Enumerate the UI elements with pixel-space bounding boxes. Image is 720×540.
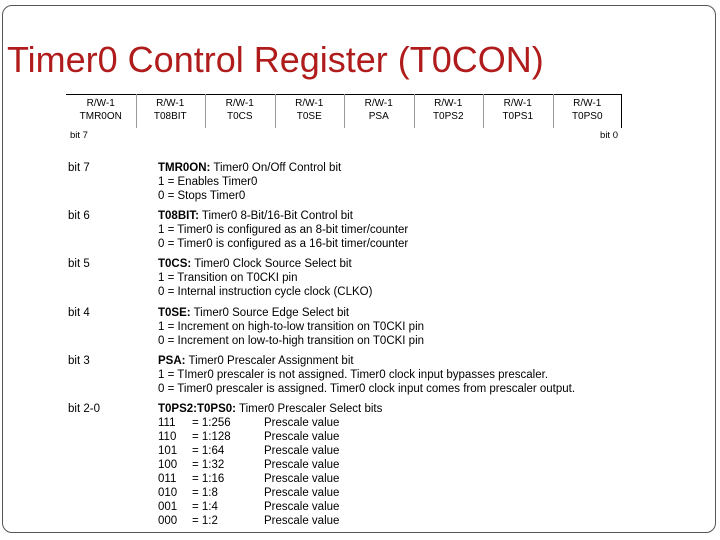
- prescale-code: 101: [158, 445, 178, 457]
- bit-name: TMR0ON: [79, 111, 122, 122]
- field-heading: [158, 402, 628, 416]
- bit-number: bit 5: [68, 258, 90, 270]
- prescale-label: Prescale value: [264, 417, 340, 429]
- prescale-ratio: = 1:256: [192, 417, 231, 429]
- bit-number: bit 4: [68, 307, 90, 319]
- prescale-code: 110: [158, 431, 177, 443]
- prescale-ratio: = 1:2: [192, 515, 218, 527]
- field-value-line: 1 = TImer0 prescaler is not assigned. Timer0 clock input bypasses prescaler.: [158, 369, 549, 381]
- bit-number: bit 7: [68, 162, 90, 174]
- field-title: Timer0 Source Edge Select bit: [190, 307, 350, 319]
- prescale-label: Prescale value: [264, 473, 340, 485]
- field-heading: [158, 161, 628, 175]
- prescale-label: Prescale value: [264, 431, 340, 443]
- register-bit-cell: [483, 97, 553, 123]
- field-title: Timer0 Clock Source Select bit: [191, 258, 352, 270]
- column-divider: [275, 94, 276, 128]
- prescale-label: Prescale value: [264, 459, 340, 471]
- bit-access: R/W-1: [225, 98, 254, 109]
- lsb-label: bit 0: [600, 130, 618, 141]
- bit-number: bit 6: [68, 210, 90, 222]
- register-bit-cell: [275, 97, 345, 123]
- prescale-ratio: = 1:32: [192, 459, 225, 471]
- prescale-ratio: = 1:128: [192, 431, 231, 443]
- column-divider: [414, 94, 415, 128]
- column-divider: [483, 94, 484, 128]
- field-title: Timer0 Prescaler Select bits: [235, 403, 383, 415]
- field-value-line: 0 = Timer0 is configured as a 16-bit timer/counter: [158, 238, 409, 250]
- prescale-row: [158, 486, 628, 500]
- prescale-row: [158, 472, 628, 486]
- prescale-label: Prescale value: [264, 487, 340, 499]
- field-heading: [158, 306, 628, 320]
- column-divider: [553, 94, 554, 128]
- bit-access: R/W-1: [503, 98, 532, 109]
- field-name: T0PS2:T0PS0:: [158, 403, 236, 415]
- prescale-row: [158, 458, 628, 472]
- field-value-line: 1 = Transition on T0CKI pin: [158, 272, 298, 284]
- register-bit-cell: [414, 97, 484, 123]
- bit-number: bit 2-0: [68, 403, 100, 415]
- prescale-code: 111: [158, 417, 176, 429]
- register-bit-cell: [205, 97, 275, 123]
- bit-section: [68, 209, 628, 257]
- prescale-ratio: = 1:16: [192, 473, 225, 485]
- field-value-line: 0 = Internal instruction cycle clock (CLKO): [158, 286, 373, 298]
- register-bit-table: [66, 94, 622, 144]
- prescale-ratio: = 1:64: [192, 445, 225, 457]
- bit-name: T0PS0: [571, 111, 603, 122]
- prescale-code: 000: [158, 515, 178, 527]
- bit-name: T0PS2: [432, 111, 464, 122]
- bit-name: T0SE: [296, 111, 322, 122]
- prescale-ratio: = 1:4: [192, 501, 218, 513]
- field-name: T08BIT:: [158, 210, 199, 222]
- bit-name: PSA: [368, 111, 389, 122]
- prescale-code: 011: [158, 473, 177, 485]
- field-title: Timer0 Prescaler Assignment bit: [185, 355, 354, 367]
- bit-access: R/W-1: [434, 98, 463, 109]
- prescale-label: Prescale value: [264, 445, 340, 457]
- slide-title: Timer0 Control Register (T0CON): [7, 39, 544, 80]
- field-heading: [158, 257, 628, 271]
- register-bit-cell: [66, 97, 136, 123]
- bit-access: R/W-1: [86, 98, 115, 109]
- field-title: Timer0 8-Bit/16-Bit Control bit: [198, 210, 353, 222]
- register-bit-cell: [553, 97, 623, 123]
- bit-access: R/W-1: [295, 98, 324, 109]
- bit-access: R/W-1: [364, 98, 393, 109]
- bit-section: [68, 354, 628, 402]
- field-value-line: 0 = Stops Timer0: [158, 190, 246, 202]
- prescale-ratio: = 1:8: [192, 487, 218, 499]
- field-value-line: 0 = Increment on low-to-high transition on T0CKI pin: [158, 335, 425, 347]
- prescale-row: [158, 444, 628, 458]
- field-value-line: 1 = Timer0 is configured as an 8-bit timer/counter: [158, 224, 409, 236]
- bit-name: T0CS: [226, 111, 253, 122]
- bit-name: T0PS1: [502, 111, 534, 122]
- field-value-line: 1 = Enables Timer0: [158, 176, 258, 188]
- field-name: TMR0ON:: [158, 162, 211, 174]
- bit-descriptions: [68, 161, 628, 528]
- prescale-label: Prescale value: [264, 515, 340, 527]
- prescale-row: [158, 514, 628, 528]
- bit-name: T08BIT: [153, 111, 187, 122]
- bit-access: R/W-1: [156, 98, 185, 109]
- bit-access: R/W-1: [573, 98, 602, 109]
- bit-section: [68, 257, 628, 306]
- field-value-line: 0 = Timer0 prescaler is assigned. Timer0 clock input comes from prescaler output.: [158, 383, 576, 395]
- field-title: Timer0 On/Off Control bit: [210, 162, 342, 174]
- register-bit-cell: [136, 97, 206, 123]
- field-value-line: 1 = Increment on high-to-low transition on T0CKI pin: [158, 321, 425, 333]
- register-bit-cell: [344, 97, 414, 123]
- bit-section: [68, 161, 628, 209]
- prescale-label: Prescale value: [264, 501, 340, 513]
- field-heading: [158, 209, 628, 223]
- column-divider: [344, 94, 345, 128]
- prescale-code: 001: [158, 501, 178, 513]
- column-divider: [205, 94, 206, 128]
- prescaler-section: [68, 402, 628, 528]
- prescale-code: 100: [158, 459, 178, 471]
- bit-section: [68, 306, 628, 354]
- msb-label: bit 7: [70, 130, 88, 141]
- prescale-row: [158, 416, 628, 430]
- field-name: T0CS:: [158, 258, 192, 270]
- field-name: PSA:: [158, 355, 186, 367]
- prescale-code: 010: [158, 487, 178, 499]
- field-name: T0SE:: [158, 307, 191, 319]
- prescale-row: [158, 500, 628, 514]
- column-divider: [136, 94, 137, 128]
- bit-number: bit 3: [68, 355, 90, 367]
- field-heading: [158, 354, 628, 368]
- prescale-row: [158, 430, 628, 444]
